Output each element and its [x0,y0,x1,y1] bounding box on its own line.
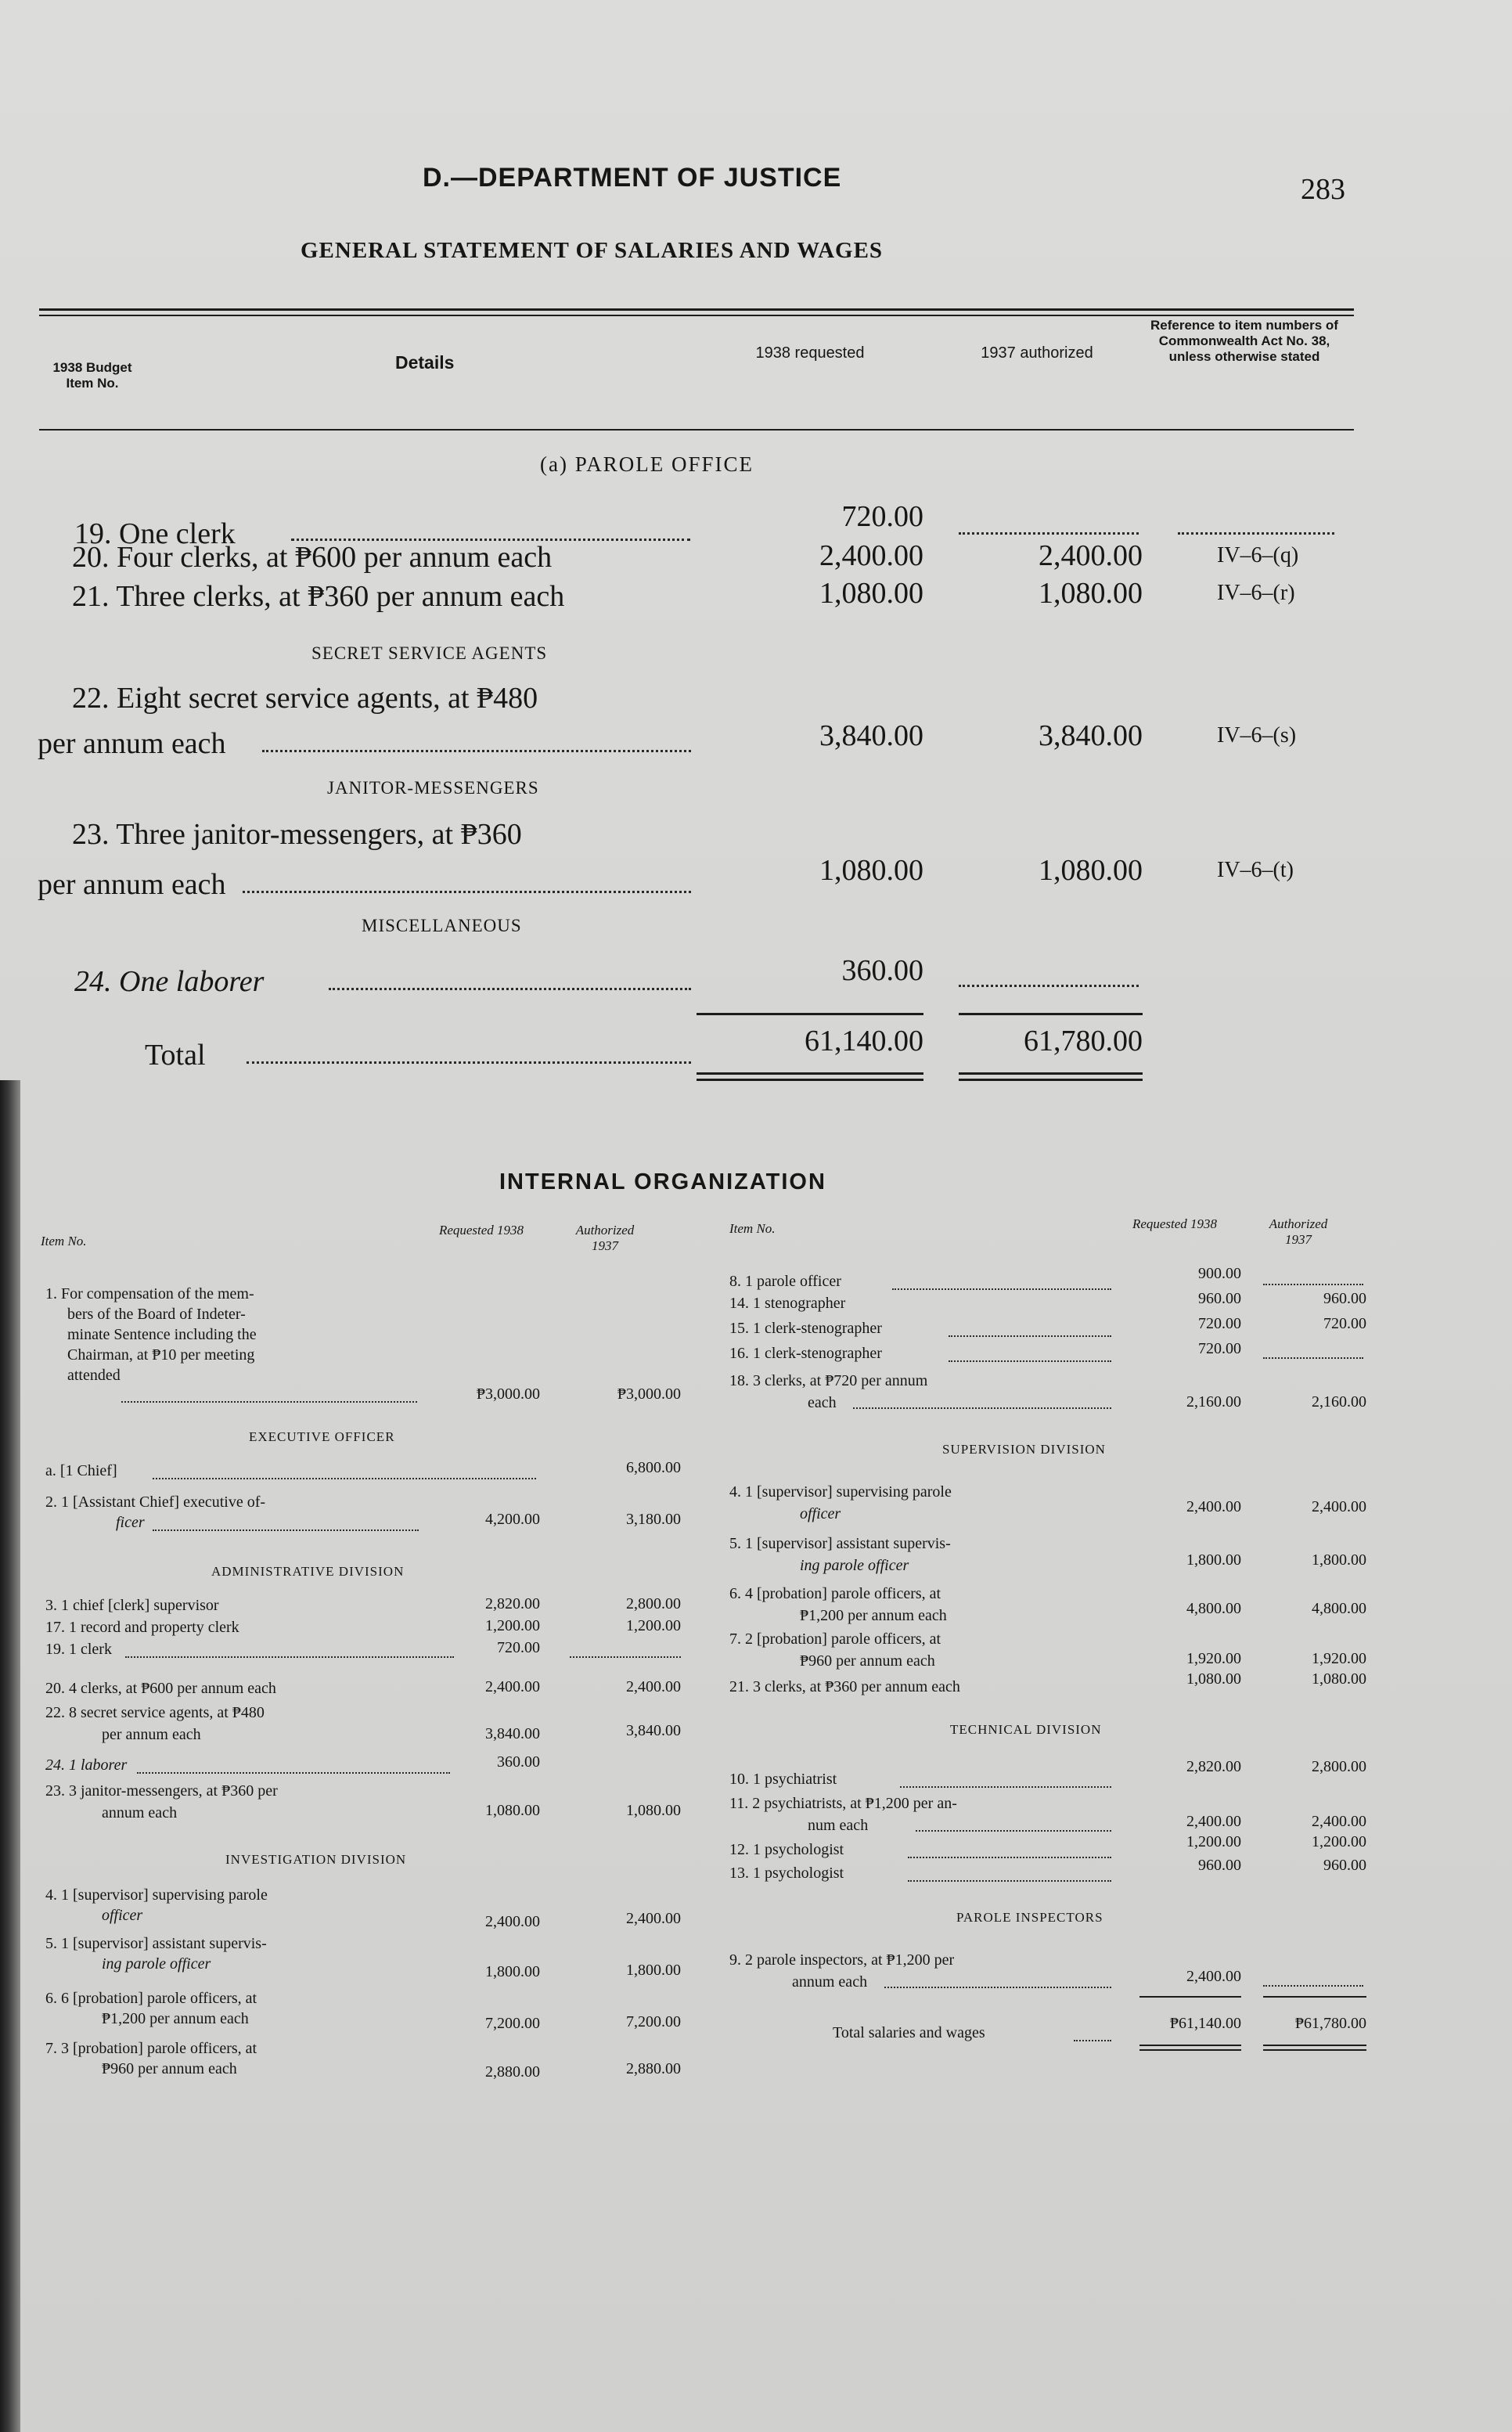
row-24-text: 24. One laborer [74,965,265,998]
row-23-line2: per annum each [38,868,226,901]
right-tech-row-4-authorized: 960.00 [1323,1857,1366,1874]
left-admin-janitor-requested: 1,080.00 [485,1802,540,1819]
right-sup-row-3-requested: 4,800.00 [1186,1600,1241,1617]
left-heading-executive: EXECUTIVE OFFICER [249,1429,395,1444]
left-invest-row-3-text: 6. 6 [probation] parole officers, at ₱1,200 per annum each [45,1990,257,2027]
leader-dots [153,1478,536,1479]
row-19-requested: 720.00 [841,500,923,533]
row-21-requested: 1,080.00 [819,577,923,610]
right-insp-requested: 2,400.00 [1186,1968,1241,1985]
left-board-text: 1. For compensation of the mem- bers of the Board of Indeter- minate Sentence including the Chairman, at ₱10 per meeting attended [45,1285,257,1384]
right-sup-row-3-text: 6. 4 [probation] parole officers, at ₱1,200 per annum each [729,1585,947,1624]
column-header-reference: Reference to item numbers of Commonwealth Act No. 38, unless otherwise stated [1150,318,1338,364]
blank-leader [959,532,1139,535]
total-double-rule [1263,2045,1366,2046]
right-insp-text: 9. 2 parole inspectors, at ₱1,200 per annum each [729,1951,955,1991]
left-invest-row-1-requested: 2,400.00 [485,1913,540,1930]
right-sup-row-3-authorized: 4,800.00 [1312,1600,1366,1617]
right-sup-row-2-authorized: 1,800.00 [1312,1551,1366,1569]
row-21-reference: IV–6–(r) [1217,581,1295,605]
right-clerks-authorized: 2,160.00 [1312,1393,1366,1411]
right-sup-row-2-text: 5. 1 [supervisor] assistant supervis- ing parole officer [729,1535,951,1574]
section-heading-janitor: JANITOR-MESSENGERS [327,778,539,798]
section-heading-parole-office: (a) PAROLE OFFICE [540,452,754,476]
row-23-reference: IV–6–(t) [1217,858,1294,882]
left-header-requested: Requested 1938 [438,1223,524,1238]
leader-dots [853,1407,1111,1409]
left-invest-row-2-authorized: 1,800.00 [626,1962,681,1979]
right-heading-parole-inspectors: PAROLE INSPECTORS [956,1910,1103,1925]
row-23-authorized: 1,080.00 [1039,854,1143,887]
sum-rule [697,1013,923,1015]
leader-dots [949,1335,1111,1337]
parole-total-label: Total [145,1039,206,1072]
sum-rule [1139,1996,1241,1998]
row-23-line1: 23. Three janitor-messengers, at ₱360 [72,818,522,851]
blank-leader [959,985,1139,987]
column-header-requested: 1938 requested [755,344,865,362]
right-sup-row-1-requested: 2,400.00 [1186,1498,1241,1515]
left-invest-row-2-text: 5. 1 [supervisor] assistant supervis- ing parole officer [45,1935,267,1973]
column-header-authorized: 1937 authorized [981,344,1093,362]
blank-leader [1263,1284,1363,1285]
row-23-requested: 1,080.00 [819,854,923,887]
column-header-details: Details [395,352,455,373]
sum-rule [1263,1996,1366,1998]
left-admin-janitor-authorized: 1,080.00 [626,1802,681,1819]
left-admin-row-1-text: 3. 1 chief [clerk] supervisor [45,1597,219,1614]
left-heading-administrative: ADMINISTRATIVE DIVISION [211,1564,405,1579]
left-invest-row-3-requested: 7,200.00 [485,2015,540,2032]
page-number: 283 [1301,173,1345,206]
left-invest-row-4-requested: 2,880.00 [485,2063,540,2081]
parole-total-requested: 61,140.00 [805,1025,923,1057]
right-row-2-requested: 960.00 [1198,1290,1241,1307]
right-row-3-text: 15. 1 clerk-stenographer [729,1320,882,1337]
left-invest-row-4-authorized: 2,880.00 [626,2060,681,2077]
left-invest-row-2-requested: 1,800.00 [485,1963,540,1980]
internal-organization-title: INTERNAL ORGANIZATION [499,1169,826,1194]
column-header-item: 1938 Budget Item No. [52,360,132,391]
right-tech-row-4-text: 13. 1 psychologist [729,1865,844,1882]
right-tech-row-1-authorized: 2,800.00 [1312,1758,1366,1775]
right-sup-row-4-authorized: 1,920.00 [1312,1650,1366,1667]
right-sup-row-1-text: 4. 1 [supervisor] supervising parole officer [729,1483,952,1522]
leader-dots [908,1880,1111,1882]
right-heading-supervision: SUPERVISION DIVISION [942,1442,1106,1457]
left-admin-agents-requested: 3,840.00 [485,1725,540,1742]
total-double-rule [959,1072,1143,1075]
row-22-line1: 22. Eight secret service agents, at ₱480 [72,682,538,715]
left-admin-row-3-requested: 720.00 [497,1639,540,1656]
row-22-requested: 3,840.00 [819,719,923,752]
total-double-rule [959,1079,1143,1081]
right-header-item-no: Item No. [729,1221,776,1236]
left-header-authorized: Authorized 1937 [575,1223,635,1253]
left-admin-row-4-requested: 2,400.00 [485,1678,540,1695]
left-admin-laborer-requested: 360.00 [497,1753,540,1771]
left-invest-row-1-text: 4. 1 [supervisor] supervising parole officer [45,1886,268,1924]
internal-total-label: Total salaries and wages [833,2024,985,2041]
right-row-4-requested: 720.00 [1198,1340,1241,1357]
leader-dots [137,1772,450,1774]
right-sup-row-4-requested: 1,920.00 [1186,1650,1241,1667]
left-admin-agents-text: 22. 8 secret service agents, at ₱480 per annum each [45,1704,265,1743]
total-double-rule [697,1072,923,1075]
right-tech-row-1-requested: 2,820.00 [1186,1758,1241,1775]
leader-dots [892,1288,1111,1290]
right-tech-row-4-requested: 960.00 [1198,1857,1241,1874]
right-row-3-requested: 720.00 [1198,1315,1241,1332]
left-admin-janitor-text: 23. 3 janitor-messengers, at ₱360 per annum each [45,1782,278,1821]
right-tech-row-2-authorized: 2,400.00 [1312,1813,1366,1830]
parole-total-authorized: 61,780.00 [1024,1025,1143,1057]
left-admin-row-2-authorized: 1,200.00 [626,1617,681,1634]
left-admin-laborer-text: 24. 1 laborer [45,1756,128,1774]
total-double-rule [1139,2045,1241,2046]
leader-dots [243,891,691,893]
blank-leader [1178,532,1334,535]
row-19-text: 19. One clerk [74,517,236,550]
leader-dots [329,988,691,990]
right-row-1-text: 8. 1 parole officer [729,1273,841,1290]
row-22-authorized: 3,840.00 [1039,719,1143,752]
header-rule-top [39,308,1354,311]
internal-total-requested: ₱61,140.00 [1169,2015,1241,2032]
right-row-1-requested: 900.00 [1198,1265,1241,1282]
section-heading-secret-service: SECRET SERVICE AGENTS [311,643,548,663]
right-clerks-requested: 2,160.00 [1186,1393,1241,1411]
total-double-rule [697,1079,923,1081]
left-invest-row-4-text: 7. 3 [probation] parole officers, at ₱960 per annum each [45,2040,257,2077]
right-tech-row-3-text: 12. 1 psychologist [729,1841,844,1858]
leader-dots [916,1830,1111,1832]
leader-dots [262,750,691,752]
right-tech-row-3-requested: 1,200.00 [1186,1833,1241,1850]
row-22-line2: per annum each [38,727,226,760]
right-sup-row-1-authorized: 2,400.00 [1312,1498,1366,1515]
blank-leader [1263,1357,1363,1359]
row-20-text: 20. Four clerks, at ₱600 per annum each [72,541,553,574]
leader-dots [884,1987,1111,1988]
right-clerks-text: 18. 3 clerks, at ₱720 per annum each [729,1372,928,1411]
leader-dots [900,1786,1111,1788]
right-sup-clerks-authorized: 1,080.00 [1312,1670,1366,1688]
section-heading-miscellaneous: MISCELLANEOUS [362,916,522,935]
row-20-reference: IV–6–(q) [1217,543,1299,567]
department-heading: D.—DEPARTMENT OF JUSTICE [423,163,842,193]
leader-dots [949,1360,1111,1362]
leader-dots [1074,2040,1111,2041]
right-row-2-text: 14. 1 stenographer [729,1295,846,1312]
left-invest-row-1-authorized: 2,400.00 [626,1910,681,1927]
right-tech-row-2-requested: 2,400.00 [1186,1813,1241,1830]
right-heading-technical: TECHNICAL DIVISION [950,1722,1102,1737]
page-subtitle: GENERAL STATEMENT OF SALARIES AND WAGES [301,238,884,263]
left-exec-chief-authorized: 6,800.00 [626,1459,681,1476]
right-header-requested: Requested 1938 [1132,1216,1218,1231]
left-invest-row-3-authorized: 7,200.00 [626,2013,681,2030]
right-tech-row-3-authorized: 1,200.00 [1312,1833,1366,1850]
left-exec-asst-text: 2. 1 [Assistant Chief] executive of- ficer [45,1493,266,1531]
right-row-2-authorized: 960.00 [1323,1290,1366,1307]
leader-dots [121,1401,417,1403]
left-admin-row-1-authorized: 2,800.00 [626,1595,681,1612]
left-heading-investigation: INVESTIGATION DIVISION [225,1852,407,1867]
row-21-text: 21. Three clerks, at ₱360 per annum each [72,580,565,613]
left-board-requested: ₱3,000.00 [476,1385,540,1403]
right-row-3-authorized: 720.00 [1323,1315,1366,1332]
internal-total-authorized: ₱61,780.00 [1294,2015,1366,2032]
sum-rule [959,1013,1143,1015]
right-tech-row-2-text: 11. 2 psychiatrists, at ₱1,200 per an- num each [729,1795,957,1834]
left-exec-chief-text: a. [1 Chief] [45,1462,117,1479]
row-21-authorized: 1,080.00 [1039,577,1143,610]
leader-dots [908,1857,1111,1858]
right-sup-clerks-text: 21. 3 clerks, at ₱360 per annum each [729,1678,960,1695]
left-admin-row-2-text: 17. 1 record and property clerk [45,1619,239,1636]
left-admin-row-1-requested: 2,820.00 [485,1595,540,1612]
left-header-item-no: Item No. [41,1234,87,1248]
left-admin-row-4-authorized: 2,400.00 [626,1678,681,1695]
right-sup-row-2-requested: 1,800.00 [1186,1551,1241,1569]
right-header-authorized: Authorized 1937 [1269,1216,1328,1247]
row-20-authorized: 2,400.00 [1039,539,1143,572]
header-rule-bottom [39,429,1354,431]
left-admin-row-3-text: 19. 1 clerk [45,1641,112,1658]
row-20-requested: 2,400.00 [819,539,923,572]
blank-leader [1263,1985,1363,1987]
right-row-4-text: 16. 1 clerk-stenographer [729,1345,882,1362]
header-rule-top-2 [39,315,1354,316]
left-exec-asst-authorized: 3,180.00 [626,1511,681,1528]
left-admin-row-2-requested: 1,200.00 [485,1617,540,1634]
leader-dots [247,1061,691,1064]
left-admin-agents-authorized: 3,840.00 [626,1722,681,1739]
right-sup-clerks-requested: 1,080.00 [1186,1670,1241,1688]
total-double-rule [1263,2049,1366,2051]
left-board-authorized: ₱3,000.00 [617,1385,681,1403]
book-binding-shadow [0,1080,20,2432]
leader-dots [125,1656,454,1658]
left-admin-row-4-text: 20. 4 clerks, at ₱600 per annum each [45,1680,276,1697]
total-double-rule [1139,2049,1241,2051]
leader-dots [153,1529,419,1531]
right-tech-row-1-text: 10. 1 psychiatrist [729,1771,837,1788]
blank-leader [570,1656,681,1658]
row-24-requested: 360.00 [841,954,923,987]
left-exec-asst-requested: 4,200.00 [485,1511,540,1528]
row-22-reference: IV–6–(s) [1217,723,1297,748]
right-sup-row-4-text: 7. 2 [probation] parole officers, at ₱960 per annum each [729,1630,941,1670]
